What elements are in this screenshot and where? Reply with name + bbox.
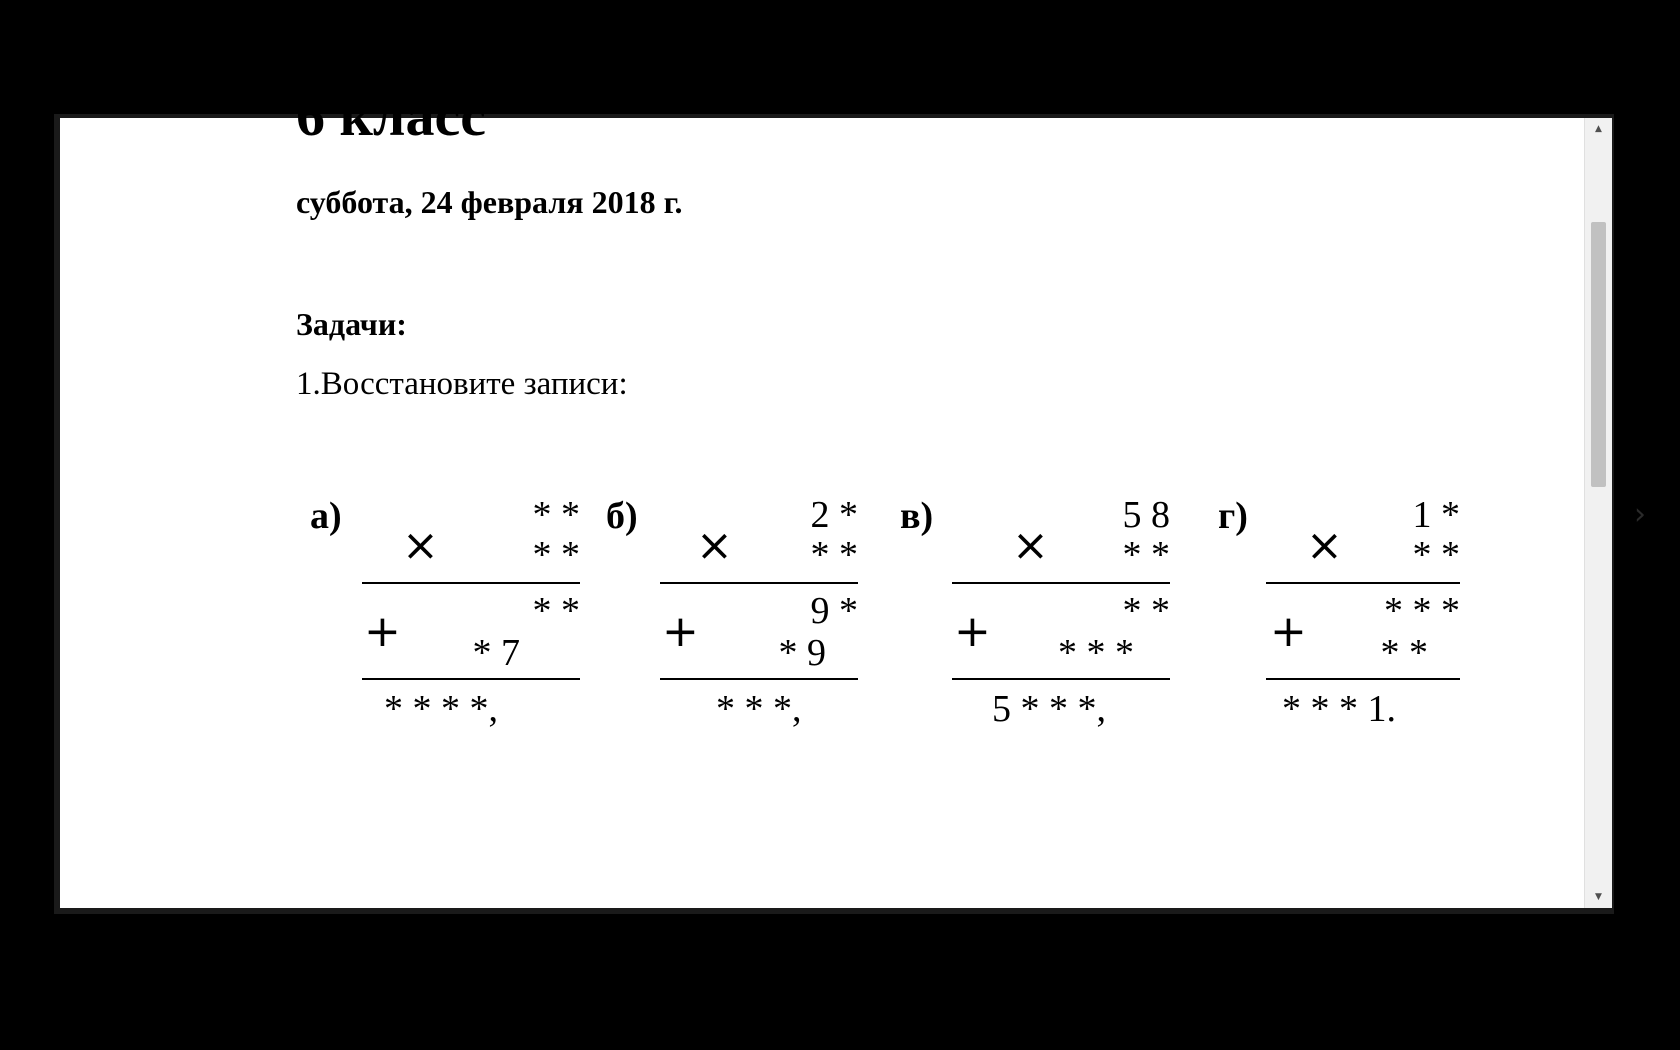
problem-g (1218, 494, 1518, 754)
partial-product-1: * * (1122, 590, 1170, 632)
line-2 (660, 678, 858, 680)
scroll-thumb[interactable] (1591, 222, 1606, 487)
scroll-up-arrow-icon[interactable]: ▲ (1595, 124, 1602, 134)
problem-label: г) (1218, 495, 1248, 537)
partial-product-2: * * (1380, 632, 1428, 674)
partial-product-2: * 7 (472, 632, 520, 674)
plus-sign: + (1270, 606, 1307, 657)
result: 5 * * *, (992, 688, 1106, 730)
result: * * * *, (384, 688, 498, 730)
line-2 (362, 678, 580, 680)
result: * * * 1. (1282, 688, 1396, 730)
multiplicand: * * (532, 494, 580, 536)
plus-sign: + (954, 606, 991, 657)
multiplier: * * (1122, 534, 1170, 576)
document-page (60, 83, 1584, 908)
problem-label: б) (606, 495, 638, 537)
line-1 (952, 582, 1170, 584)
result: * * *, (716, 688, 802, 730)
multiplier: * * (1412, 534, 1460, 576)
multiplicand: 1 * (1412, 494, 1460, 536)
line-1 (1266, 582, 1460, 584)
partial-product-2: * * * (1058, 632, 1134, 674)
partial-product-2: * 9 (778, 632, 826, 674)
multiply-sign: × (696, 520, 733, 571)
page-title: 6 класс (296, 83, 486, 148)
multiply-sign: × (1306, 520, 1343, 571)
document-date: суббота, 24 февраля 2018 г. (296, 184, 683, 220)
multiplier: * * (532, 534, 580, 576)
line-1 (660, 582, 858, 584)
problem-a (310, 494, 610, 754)
plus-sign: + (364, 606, 401, 657)
tasks-heading: Задачи: (296, 306, 407, 342)
multiplier: * * (810, 534, 858, 576)
task-1-text: 1.Восстановите записи: (296, 366, 628, 402)
problem-v (900, 494, 1200, 754)
partial-product-1: * * (532, 590, 580, 632)
line-2 (1266, 678, 1460, 680)
chevron-right-icon[interactable]: › (1634, 496, 1646, 532)
problem-label: в) (900, 495, 934, 537)
problem-b (606, 494, 906, 754)
vertical-scrollbar[interactable] (1584, 118, 1612, 908)
scroll-down-arrow-icon[interactable]: ▼ (1595, 892, 1602, 902)
partial-product-1: * * * (1384, 590, 1460, 632)
line-1 (362, 582, 580, 584)
multiply-sign: × (1012, 520, 1049, 571)
multiplicand: 2 * (810, 494, 858, 536)
problem-label: а) (310, 495, 342, 537)
plus-sign: + (662, 606, 699, 657)
multiplicand: 5 8 (1122, 494, 1170, 536)
partial-product-1: 9 * (810, 590, 858, 632)
multiply-sign: × (402, 520, 439, 571)
line-2 (952, 678, 1170, 680)
